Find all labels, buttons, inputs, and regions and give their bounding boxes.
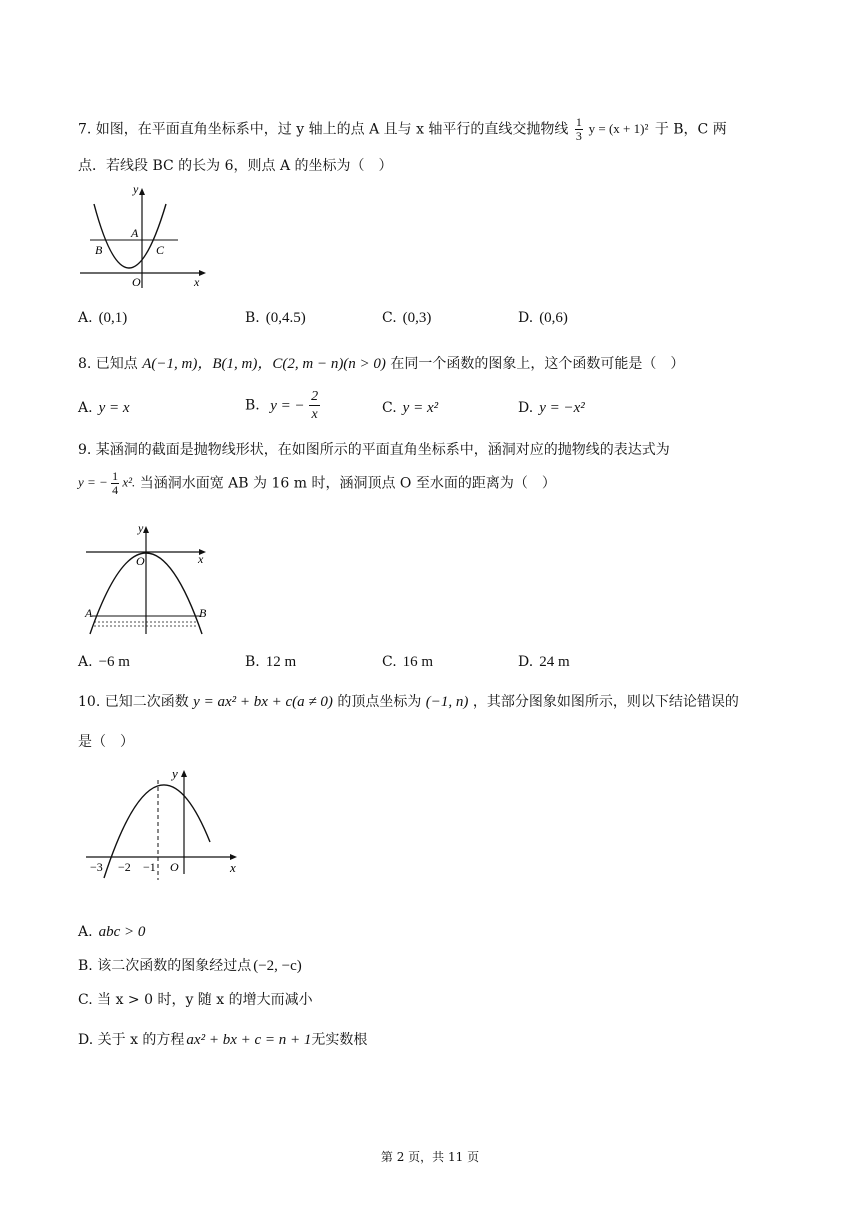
q7-fig-x-label: x (194, 275, 200, 289)
q10-fig-tick-neg2: −2 (118, 860, 131, 874)
q8-option-b-fraction: $\frac{2}{x}$ (311, 389, 319, 422)
q7-text-end: 于 B，C 两 (654, 121, 727, 138)
q9-fig-origin: O (136, 554, 145, 568)
q7-fig-point-c: C (156, 243, 165, 257)
q10-option-d[interactable]: D. 关于 x 的方程 ax² + bx + c = n + 1无实数根 (78, 1032, 368, 1048)
q7-equation (575, 116, 648, 143)
q9-fig-point-b: B (199, 606, 207, 620)
q7-fig-y-label: y (133, 182, 139, 196)
q10-equation: y = ax² + bx + c(a ≠ 0) (193, 694, 333, 710)
q9-fig-point-a: A (85, 606, 93, 620)
q10-fig-origin: O (170, 860, 179, 874)
q7-stem-line2: 点．若线段 BC 的长为 6，则点 A 的坐标为（ ） (78, 158, 393, 174)
q7-fig-point-a: A (131, 226, 139, 240)
q7-eq-text: y = (x + 1)² (588, 120, 649, 136)
q10-vertex: (−1, n) (425, 694, 469, 710)
q10-fig-y-label: y (172, 766, 178, 781)
page-footer: 第 2 页，共 11 页 (380, 1150, 480, 1164)
q8-option-a[interactable]: A. y = x (78, 400, 130, 416)
q9-equation: y = − $\frac{1}{4}$ x². (78, 469, 136, 497)
q8-option-c[interactable]: C. y = x² (382, 400, 439, 416)
q8-points: A(−1, m)，B(1, m)，C(2, m − n)(n > 0) (142, 356, 386, 372)
q7-frac-num: 1 (575, 115, 582, 129)
q10-fig-x-label: x (230, 860, 236, 875)
q7-fig-point-b: B (95, 243, 103, 257)
q10-option-a[interactable]: A. abc > 0 (78, 924, 146, 940)
q9-stem-line1: 9. 某涵洞的截面是抛物线形状，在如图所示的平面直角坐标系中，涵洞对应的抛物线的表达式为 (78, 442, 670, 458)
q10-fig-tick-neg1: −1 (143, 860, 156, 874)
q7-option-a[interactable]: A. (0,1) (78, 310, 128, 326)
q7-text: 7. 如图，在平面直角坐标系中，过 y 轴上的点 A 且与 x 轴平行的直线交抛物线 (78, 121, 569, 138)
q7-option-b[interactable]: B. (0,4.5) (245, 310, 306, 326)
q10-stem-line1: 10. 已知二次函数 y = ax² + bx + c(a ≠ 0) 的顶点坐标为 (−1, n) ，其部分图象如图所示，则以下结论错误的 (78, 694, 739, 710)
q7-option-d[interactable]: D. (0,6) (518, 310, 568, 326)
q9-option-c[interactable]: C. 16 m (382, 654, 434, 670)
q10-stem-line2: 是（ ） (78, 734, 134, 750)
q10-figure (82, 762, 247, 882)
q7-option-c[interactable]: C. (0,3) (382, 310, 432, 326)
q10-fig-tick-neg3: −3 (90, 860, 103, 874)
q8-option-d[interactable]: D. y = −x² (518, 400, 585, 416)
q7-frac-den: 3 (575, 129, 582, 143)
q8-stem: 8. 已知点 A(−1, m)，B(1, m)，C(2, m − n)(n > 0) 在同一个函数的图象上，这个函数可能是（ ） (78, 356, 685, 372)
q7-fig-origin: O (132, 275, 141, 289)
q9-option-a[interactable]: A. −6 m (78, 654, 130, 670)
q9-figure (80, 518, 215, 636)
q8-option-b[interactable]: B. y = − $\frac{2}{x}$ (245, 389, 319, 422)
q9-fig-x-label: x (198, 552, 204, 566)
q9-fig-y-label: y (138, 521, 144, 535)
q7-stem-line1 (78, 116, 727, 143)
q10-option-c[interactable]: C. 当 x > 0 时，y 随 x 的增大而减小 (78, 992, 313, 1008)
q7-figure (78, 180, 218, 292)
q9-option-b[interactable]: B. 12 m (245, 654, 297, 670)
q9-option-d[interactable]: D. 24 m (518, 654, 570, 670)
q9-stem-line2: y = − $\frac{1}{4}$ x². 当涵洞水面宽 AB 为 16 m 时，涵洞顶点 O 至水面的距离为（ ） (78, 469, 556, 497)
q10-option-b[interactable]: B. 该二次函数的图象经过点 (−2, −c) (78, 958, 302, 974)
